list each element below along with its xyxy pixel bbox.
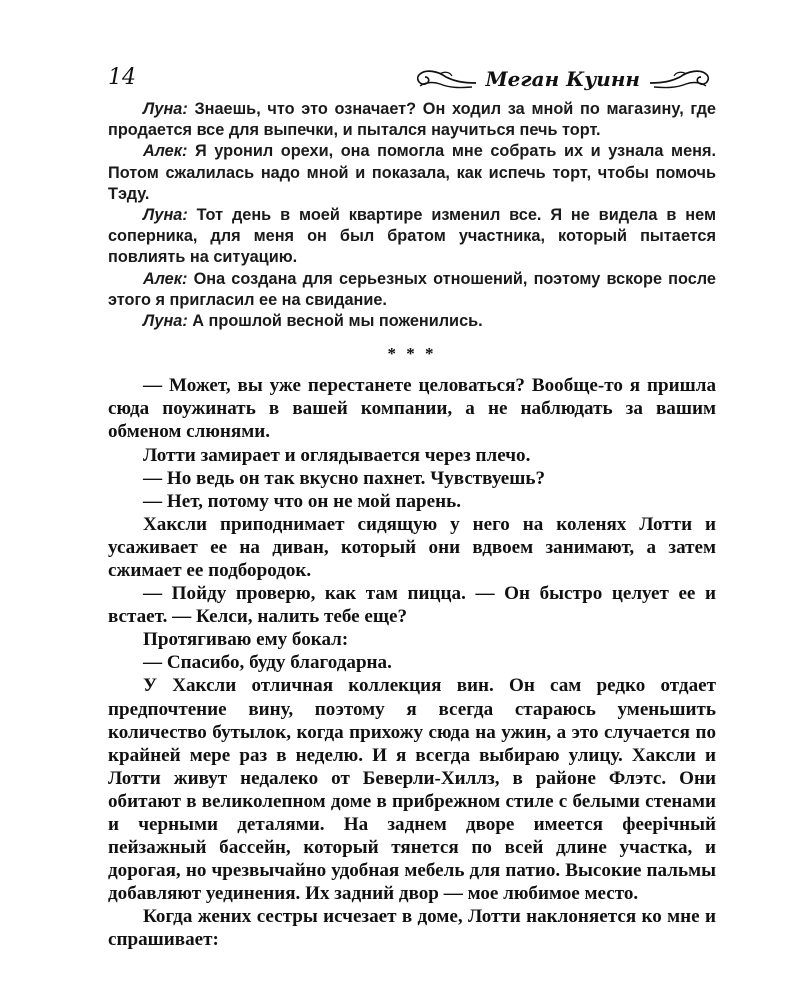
interview-section: [108, 99, 716, 332]
speaker-name: Луна:: [143, 312, 188, 331]
narrative-section: [108, 374, 716, 951]
interview-line: [108, 205, 716, 269]
paragraph: — Нет, потому что он не мой парень.: [143, 490, 461, 512]
interview-line: [108, 269, 716, 311]
speaker-text: Тот день в моей квартире изменил все. Я не видела в нем соперника, для меня он был братом участника, который пытается повлиять на ситуацию.: [108, 206, 716, 267]
paragraph: У Хаксли отличная коллекция вин. Он сам редко отдает предпочтение вину, поэтому я всегда стараюсь уменьшить количество бутылок, когда прихожу сюда на ужин, а это случается по крайней мере раз в неделю. И я всегда выбираю улицу. Хаксли и Лотти живут недалеко от Беверли-Хиллз, в районе Флэтс. Они обитают в великолепном доме в прибрежном стиле с белыми стенами и черными деталями. На заднем дворе имеется феерічный пейзажный бассейн, который тянется по всей длине участка, и дорогая, но чрезвычайно удобная мебель для патио. Высокие пальмы добавляют уединения. Их задний двор — мое любимое место.: [108, 675, 716, 905]
speaker-text: Знаешь, что это означает? Он ходил за мной по магазину, где продается все для выпечки, и пытался научиться печь торт.: [108, 100, 716, 140]
paragraph: Когда жених сестры исчезает в доме, Лотти наклоняется ко мне и спрашивает:: [108, 906, 716, 951]
paragraph: Протягиваю ему бокал:: [143, 629, 349, 651]
page-number: 14: [108, 65, 136, 90]
interview-line: [108, 99, 716, 141]
right-flourish-icon: [648, 66, 716, 92]
author-header: [410, 62, 716, 96]
section-separator: * * *: [387, 344, 437, 364]
speaker-text: Она создана для серьезных отношений, поэтому вскоре после этого я пригласил ее на свидание.: [108, 269, 716, 309]
paragraph: Хаксли приподнимает сидящую у него на коленях Лотти и усаживает ее на диван, который они вдвоем занимают, а затем сжимает ее подбородок.: [108, 513, 716, 581]
speaker-name: Луна:: [143, 206, 188, 225]
paragraph: — Спасибо, буду благодарна.: [143, 652, 392, 674]
running-header: [108, 62, 716, 96]
paragraph: — Может, вы уже перестанете целоваться? Вообще-то я пришла сюда поужинать в вашей компании, а не наблюдать за вашим обменом слюнями.: [108, 375, 716, 443]
speaker-text: А прошлой весной мы поженились.: [187, 312, 483, 331]
interview-line: [108, 141, 716, 205]
paragraph: — Пойду проверю, как там пицца. — Он быстро целует ее и встает. — Келси, налить тебе еще?: [108, 583, 716, 628]
speaker-name: Луна:: [143, 100, 188, 118]
paragraph: Лотти замирает и оглядывается через плечо.: [143, 444, 531, 466]
speaker-text: Я уронил орехи, она помогла мне собрать их и узнала меня. Потом сжалилась надо мной и показала, как испечь торт, чтобы помочь Тэду.: [108, 142, 716, 203]
left-flourish-icon: [410, 66, 478, 92]
speaker-name: Алек:: [143, 142, 188, 161]
author-name: Меган Куинн: [485, 67, 640, 91]
interview-line: [108, 311, 716, 332]
speaker-name: Алек:: [143, 269, 188, 288]
page-body: [108, 99, 716, 952]
paragraph: — Но ведь он так вкусно пахнет. Чувствуешь?: [143, 467, 546, 489]
